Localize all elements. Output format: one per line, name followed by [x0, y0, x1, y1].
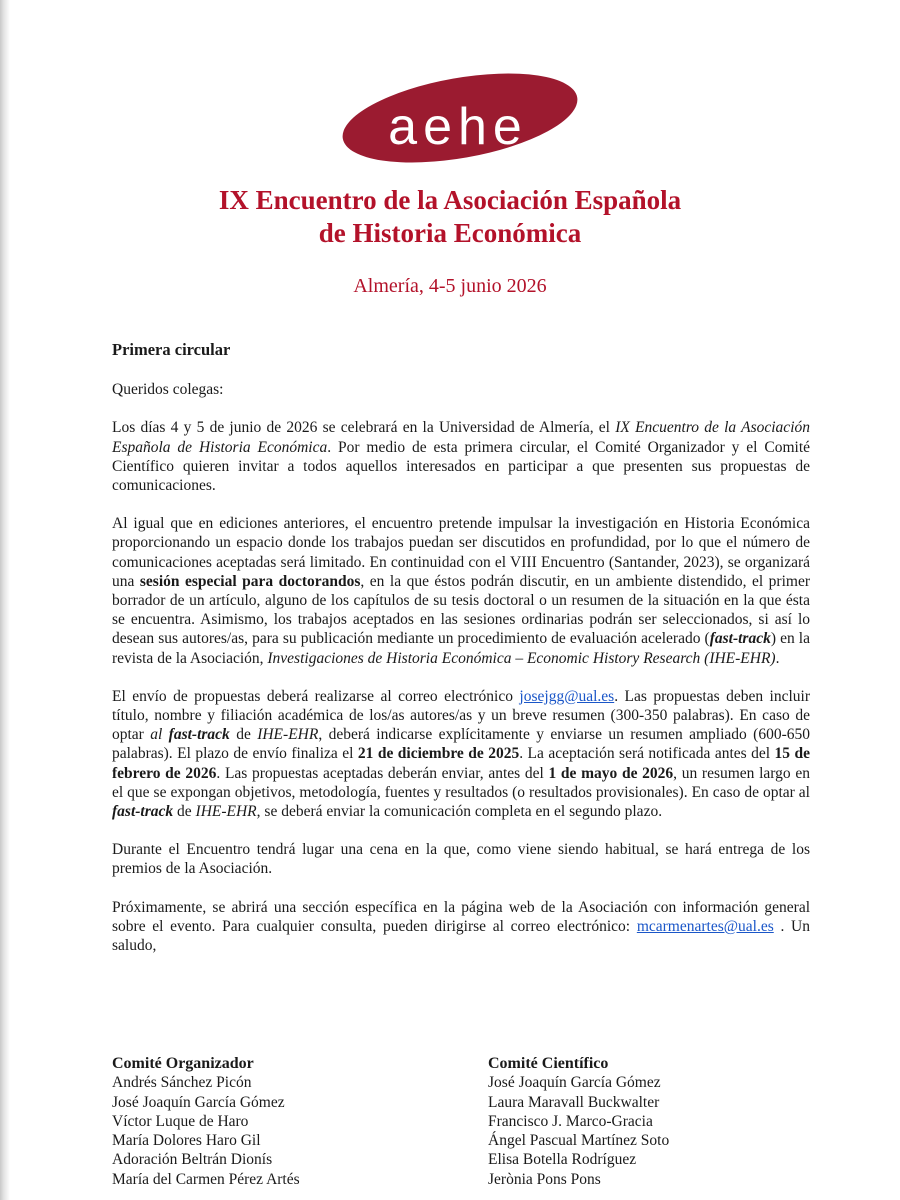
committee-member: Adoración Beltrán Dionís: [112, 1151, 273, 1169]
organizing-committee-title: Comité Organizador: [112, 1055, 254, 1072]
submission-email-link[interactable]: josejgg@ual.es: [519, 687, 615, 705]
paragraph-submission: El envío de propuestas deberá realizarse al correo electrónico josejgg@ual.es. Las propuestas deben incluir título, nombre y filiación académica de los/as autores/as y un breve resumen (300-350 palabras). En caso de optar al fast-track de IHE-EHR, deberá indicarse explícitamente y enviarse un resumen ampliado (600-650 palabras). El plazo de envío finaliza el 21 de diciembre de 2025. La aceptación será notificada antes del 15 de febrero de 2026. Las propuestas aceptadas deberán enviar, antes del 1 de mayo de 2026, un resumen largo en el que se expongan objetivos, metodología, fuentes y resultados (o resultados provisionales). En caso de optar al fast-track de IHE-EHR, se deberá enviar la comunicación completa en el segundo plazo.: [112, 687, 810, 821]
committee-member: Francisco J. Marco-Gracia: [488, 1112, 653, 1130]
organizing-committee: [112, 1054, 300, 1189]
scientific-committee-title: Comité Científico: [488, 1055, 609, 1072]
committee-member: Andrés Sánchez Picón: [112, 1074, 252, 1092]
circular-heading: Primera circular: [112, 340, 231, 359]
greeting: Queridos colegas:: [112, 381, 224, 399]
page-edge-shadow: [0, 0, 10, 1200]
committee-member: José Joaquín García Gómez: [112, 1093, 285, 1111]
committee-member: Laura Maravall Buckwalter: [488, 1093, 660, 1111]
paragraph-contact: Próximamente, se abrirá una sección específica en la página web de la Asociación con información general sobre el evento. Para cualquier consulta, pueden dirigirse al correo electrónico: mcarmenartes@ual.es . Un saludo,: [112, 898, 810, 955]
event-title-line-2: de Historia Económica: [318, 218, 582, 248]
committee-member: Ángel Pascual Martínez Soto: [488, 1132, 670, 1150]
scientific-committee: [488, 1054, 669, 1189]
committee-member: María del Carmen Pérez Artés: [112, 1170, 300, 1188]
aehe-logo: [340, 70, 580, 170]
circular-body: [112, 340, 810, 974]
paragraph-dinner: Durante el Encuentro tendrá lugar una cena en la que, como viene siendo habitual, se hará entrega de los premios de la Asociación.: [112, 841, 810, 878]
committee-member: José Joaquín García Gómez: [488, 1074, 661, 1092]
paragraph-objectives: Al igual que en ediciones anteriores, el encuentro pretende impulsar la investigación en Historia Económica proporcionando un espacio donde los trabajos puedan ser discutidos en profundidad, por lo que el número de comunicaciones aceptadas será limitado. En continuidad con el VIII Encuentro (Santander, 2023), se organizará una sesión especial para doctorandos, en la que éstos podrán discutir, en un ambiente distendido, el primer borrador de un artículo, alguno de los capítulos de su tesis doctoral o un resumen de la situación en la que ésta se encuentra. Asimismo, los trabajos aceptados en las sesiones ordinarias podrán ser seleccionados, si así lo desean sus autores/as, para su publicación mediante un procedimiento de evaluación acelerado (fast-track) en la revista de la Asociación, Investigaciones de Historia Económica – Economic History Research (IHE-EHR).: [112, 515, 810, 667]
event-location-date: Almería, 4-5 junio 2026: [353, 275, 547, 297]
contact-email-link[interactable]: mcarmenartes@ual.es: [636, 917, 774, 935]
committee-member: Jerònia Pons Pons: [488, 1170, 601, 1188]
committee-member: Elisa Botella Rodríguez: [488, 1151, 637, 1169]
event-title-line-1: IX Encuentro de la Asociación Española: [218, 185, 682, 215]
committees: [112, 1054, 812, 1194]
committee-member: María Dolores Haro Gil: [112, 1132, 261, 1150]
paragraph-intro: Los días 4 y 5 de junio de 2026 se celebrará en la Universidad de Almería, el IX Encuentro de la Asociación Española de Historia Económica. Por medio de esta primera circular, el Comité Organizador y el Comité Científico quieren invitar a todos aquellos interesados en participar a que presenten sus propuestas de comunicaciones.: [112, 419, 811, 495]
logo-text: aehe: [388, 98, 528, 156]
committee-member: Víctor Luque de Haro: [112, 1112, 249, 1130]
